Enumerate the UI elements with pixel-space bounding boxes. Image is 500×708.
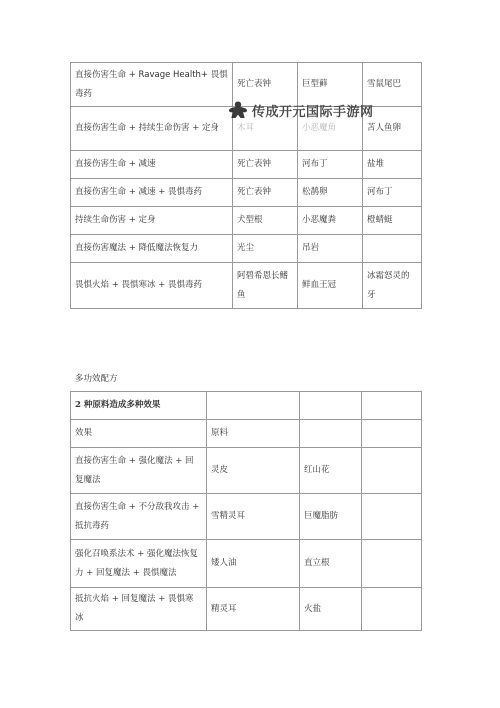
ingredient-cell: 阿碧希恩长鳍鱼	[233, 263, 298, 309]
table-row	[71, 494, 422, 540]
empty-cell	[362, 392, 422, 420]
ingredient-cell: 雪鼠尾巴	[363, 63, 422, 107]
ingredient-cell: 灵皮	[207, 448, 300, 494]
effect-cell: 直接伤害魔法 + 降低魔法恢复力	[71, 235, 233, 263]
column-header-effect: 效果	[71, 420, 207, 448]
ingredient-cell: 犬型根	[233, 207, 298, 235]
table-caption-row	[71, 392, 422, 420]
empty-cell	[300, 420, 362, 448]
effect-cell: 畏惧火焰 + 畏惧寒冰 + 畏惧毒药	[71, 263, 233, 309]
effect-cell: 直接伤害生命 + 不分敌我攻击 + 抵抗毒药	[71, 494, 207, 540]
ingredient-cell: 雪精灵耳	[207, 494, 300, 540]
empty-cell	[362, 420, 422, 448]
table-row	[71, 263, 422, 309]
table-row	[71, 179, 422, 207]
ingredient-cell: 矮人油	[207, 540, 300, 588]
ingredient-cell	[362, 494, 422, 540]
ingredient-cell	[363, 235, 422, 263]
ingredient-cell	[362, 540, 422, 588]
ingredient-cell: 松鹊卵	[298, 179, 363, 207]
ingredient-cell: 盐堆	[363, 151, 422, 179]
ingredient-cell: 巨魔脂肪	[300, 494, 362, 540]
table-row	[71, 540, 422, 588]
ingredient-cell: 直立根	[300, 540, 362, 588]
column-header-ingredient: 原料	[207, 420, 300, 448]
empty-cell	[207, 392, 300, 420]
watermark-text: 传成开元国际手游网	[252, 104, 374, 120]
ingredient-cell: 小恶魔角	[298, 107, 363, 151]
effect-cell: 强化召唤系法术 + 强化魔法恢复力 + 回复魔法 + 畏惧魔法	[71, 540, 207, 588]
ingredient-cell: 巨型藓	[298, 63, 363, 107]
ingredient-cell: 苫人鱼卵	[363, 107, 422, 151]
ingredient-cell: 鲜血王冠	[298, 263, 363, 309]
watermark	[228, 100, 374, 120]
ingredient-cell: 死亡表钟	[233, 151, 298, 179]
effect-cell: 持续生命伤害 + 定身	[71, 207, 233, 235]
ingredient-cell: 死亡表钟	[233, 179, 298, 207]
ingredient-cell	[362, 448, 422, 494]
effect-cell: 直接伤害生命 + Ravage Health+ 畏惧毒药	[71, 63, 233, 107]
effect-cell: 直接伤害生命 + 减速 + 畏惧毒药	[71, 179, 233, 207]
ingredient-cell: 冰霜怒灵的牙	[363, 263, 422, 309]
ingredient-cell: 木耳	[233, 107, 298, 151]
ingredient-cell: 光尘	[233, 235, 298, 263]
table-row	[71, 151, 422, 179]
effect-cell: 直接伤害生命 + 减速	[71, 151, 233, 179]
table-row	[71, 235, 422, 263]
section-heading: 多功效配方	[75, 374, 118, 384]
empty-cell	[300, 392, 362, 420]
ingredient-cell: 吊岩	[298, 235, 363, 263]
ingredient-cell: 红山花	[300, 448, 362, 494]
ingredient-cell: 橙蜻蜓	[363, 207, 422, 235]
effect-cell: 抵抗火焰 + 回复魔法 + 畏惧寒冰	[71, 588, 207, 631]
ingredient-cell: 小恶魔粪	[298, 207, 363, 235]
effect-cell: 直接伤害生命 + 强化魔法 + 回复魔法	[71, 448, 207, 494]
multi-effect-table	[70, 391, 422, 631]
table-row	[71, 207, 422, 235]
ingredient-cell	[362, 588, 422, 631]
table-row	[71, 448, 422, 494]
table-header-row	[71, 420, 422, 448]
ingredient-cell: 火盐	[300, 588, 362, 631]
table-row	[71, 588, 422, 631]
ingredient-cell: 死亡表钟	[233, 63, 298, 107]
ingredient-cell: 河布丁	[298, 151, 363, 179]
meeple-logo-icon	[228, 100, 248, 120]
ingredient-cell: 河布丁	[363, 179, 422, 207]
table-caption: 2 种原料造成多种效果	[71, 392, 207, 420]
ingredient-cell: 精灵耳	[207, 588, 300, 631]
effect-cell: 直接伤害生命 + 持续生命伤害 + 定身	[71, 107, 233, 151]
